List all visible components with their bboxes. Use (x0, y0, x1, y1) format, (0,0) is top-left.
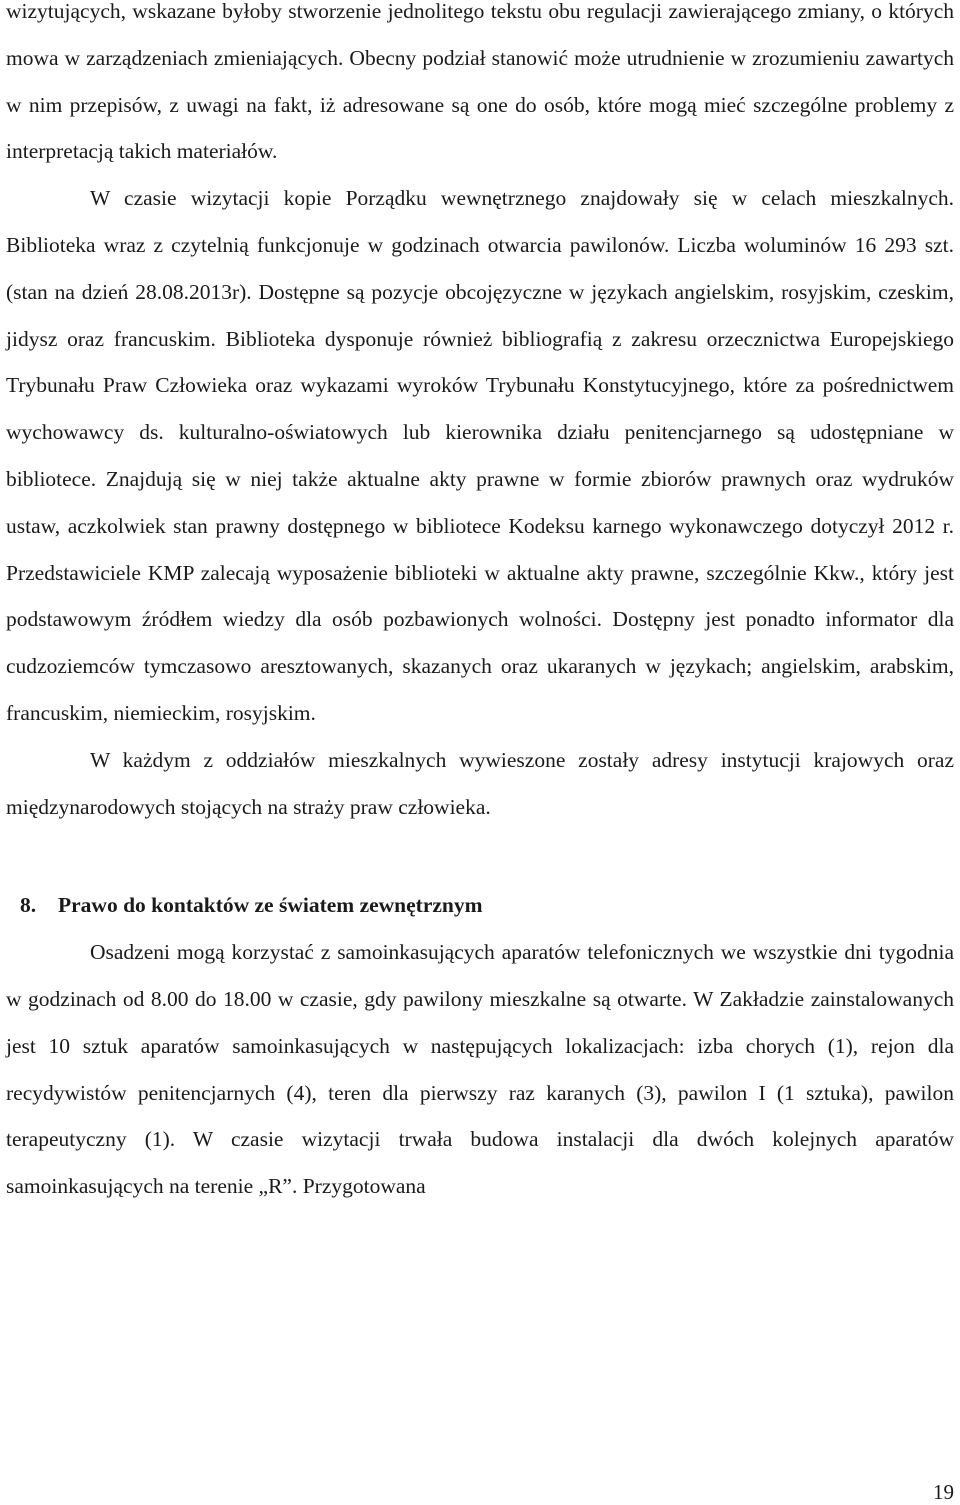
paragraph-addresses: W każdym z oddziałów mieszkalnych wywieszone zostały adresy instytucji krajowych oraz międzynarodowych stojących na straży praw człowieka. (6, 747, 954, 819)
section-title: Prawo do kontaktów ze światem zewnętrznym (58, 893, 483, 918)
paragraph-intro-continued: wizytujących, wskazane byłoby stworzenie jednolitego tekstu obu regulacji zawierającego zmiany, o których mowa w zarządzeniach zmieniających. Obecny podział stanowić może utrudnienie w zrozumieniu zawartych w nim przepisów, z uwagi na fakt, iż adresowane są one do osób, które mogą mieć szczególne problemy z interpretacją takich materiałów. (6, 0, 954, 164)
paragraph-contacts: Osadzeni mogą korzystać z samoinkasujących aparatów telefonicznych we wszystkie dni tygodnia w godzinach od 8.00 do 18.00 w czasie, gdy pawilony mieszkalne są otwarte. W Zakładzie zainstalowanych jest 10 sztuk aparatów samoinkasujących w następujących lokalizacjach: izba chorych (1), rejon dla recydywistów penitencjarnych (4), teren dla pierwszy raz karanych (3), pawilon I (1 sztuka), pawilon terapeutyczny (1). W czasie wizytacji trwała budowa instalacji dla dwóch kolejnych aparatów samoinkasujących na terenie „R”. Przygotowana (6, 940, 954, 1199)
page-number: 19 (933, 1480, 954, 1504)
paragraph-library: W czasie wizytacji kopie Porządku wewnętrznego znajdowały się w celach mieszkalnych. Biblioteka wraz z czytelnią funkcjonuje w godzinach otwarcia pawilonów. Liczba woluminów 16 293 szt. (stan na dzień 28.08.2013r). Dostępne są pozycje obcojęzyczne w językach angielskim, rosyjskim, czeskim, jidysz oraz francuskim. Biblioteka dysponuje również bibliografią z zakresu orzecznictwa Europejskiego Trybunału Praw Człowieka oraz wykazami wyroków Trybunału Konstytucyjnego, które za pośrednictwem wychowawcy ds. kulturalno-oświatowych lub kierownika działu penitencjarnego są udostępniane w bibliotece. Znajdują się w niej także aktualne akty prawne w formie zbiorów prawnych oraz wydruków ustaw, aczkolwiek stan prawny dostępnego w bibliotece Kodeksu karnego wykonawczego dotyczył 2012 r. Przedstawiciele KMP zalecają wyposażenie biblioteki w aktualne akty prawne, szczególnie Kkw., który jest podstawowym źródłem wiedzy dla osób pozbawionych wolności. Dostępny jest ponadto informator dla cudzoziemców tymczasowo aresztowanych, skazanych oraz ukaranych w językach; angielskim, arabskim, francuskim, niemieckim, rosyjskim. (6, 186, 954, 725)
section-number: 8. (20, 893, 37, 918)
section-heading (6, 882, 954, 929)
document-page (6, 0, 954, 1210)
